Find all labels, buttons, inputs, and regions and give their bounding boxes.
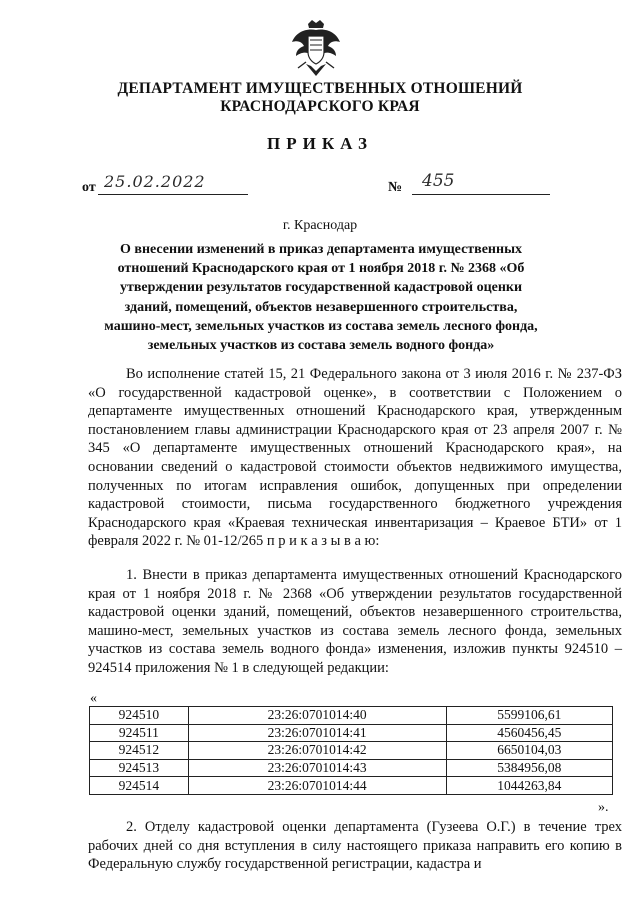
date-field <box>98 174 248 195</box>
coat-of-arms-icon <box>288 18 344 78</box>
cadastral-value-cell: 1044263,84 <box>446 777 612 795</box>
table-row <box>90 759 613 777</box>
date-prefix: от <box>82 180 96 195</box>
table-row <box>90 707 613 725</box>
table-row <box>90 742 613 760</box>
city-line: г. Краснодар <box>282 218 358 233</box>
cadastral-number-cell: 23:26:0701014:42 <box>188 742 446 760</box>
row-number-cell: 924510 <box>90 707 189 725</box>
number-field <box>412 171 550 195</box>
department-name-line2: КРАСНОДАРСКОГО КРАЯ <box>220 98 420 115</box>
cadastral-value-cell: 5384956,08 <box>446 759 612 777</box>
order-subject: О внесении изменений в приказ департамента имущественных отношений Краснодарского края от 1 ноября 2018 г. № 2368 «Об утверждении результатов государственной кадастровой оценки зданий, помещений, объектов незавершенного строительства, машино-мест, земельных участков из состава земель лесного фонда, земельных участков из состава земель водного фонда» <box>104 242 538 354</box>
cadastral-number-cell: 23:26:0701014:43 <box>188 759 446 777</box>
row-number-cell: 924513 <box>90 759 189 777</box>
department-name-line1: ДЕПАРТАМЕНТ ИМУЩЕСТВЕННЫХ ОТНОШЕНИЙ <box>117 80 523 97</box>
item-1-paragraph: 1. Внести в приказ департамента имущественных отношений Краснодарского края от 1 ноября 2018 г. № 2368 «Об утверждении результатов государственной кадастровой оценки зданий, помещений, объектов незавершенного строительства, машино-мест, земельных участков из состава земель лесного фонда, земельных участков из состава земель водного фонда» изменения, изложив пункты 924510 – 924514 приложения № 1 в следующей редакции: <box>88 567 622 676</box>
item-2-paragraph: 2. Отделу кадастровой оценки департамента (Гузеева О.Г.) в течение трех рабочих дней со дня вступления в силу настоящего приказа направить его копию в Федеральную службу государственной регистрации, кадастра и <box>88 819 622 873</box>
cadastral-value-cell: 4560456,45 <box>446 724 612 742</box>
cadastral-number-cell: 23:26:0701014:40 <box>188 707 446 725</box>
quote-close: ». <box>598 800 609 815</box>
cadastral-value-cell: 6650104,03 <box>446 742 612 760</box>
table-row <box>90 777 613 795</box>
row-number-cell: 924514 <box>90 777 189 795</box>
preamble-paragraph: Во исполнение статей 15, 21 Федерального закона от 3 июля 2016 г. № 237-ФЗ «О государственной кадастровой оценке», в соответствии с Положением о департаменте имущественных отношений Краснодарского края, утвержденным постановлением главы администрации Краснодарского края от 23 апреля 2007 г. № 345 «О департаменте имущественных отношений Краснодарского края», на основании сведений о кадастровой стоимости объектов недвижимого имущества, полученных по итогам исправления ошибок, допущенных при определении кадастровой стоимости, письма государственного бюджетного учреждения Краснодарского края «Краевая техническая инвентаризация – Краевое БТИ» от 1 февраля 2022 г. № 01-12/265 п р и к а з ы в а ю: <box>88 366 622 550</box>
row-number-cell: 924511 <box>90 724 189 742</box>
cadastral-value-table <box>89 706 613 795</box>
row-number-cell: 924512 <box>90 742 189 760</box>
number-prefix: № <box>388 180 403 195</box>
document-type-title: ПРИКАЗ <box>267 134 373 153</box>
cadastral-number-cell: 23:26:0701014:41 <box>188 724 446 742</box>
cadastral-number-cell: 23:26:0701014:44 <box>188 777 446 795</box>
table-row <box>90 724 613 742</box>
order-date: 25.02.2022 <box>104 172 206 191</box>
quote-open: « <box>90 691 97 706</box>
order-number: 455 <box>422 171 455 191</box>
cadastral-value-cell: 5599106,61 <box>446 707 612 725</box>
